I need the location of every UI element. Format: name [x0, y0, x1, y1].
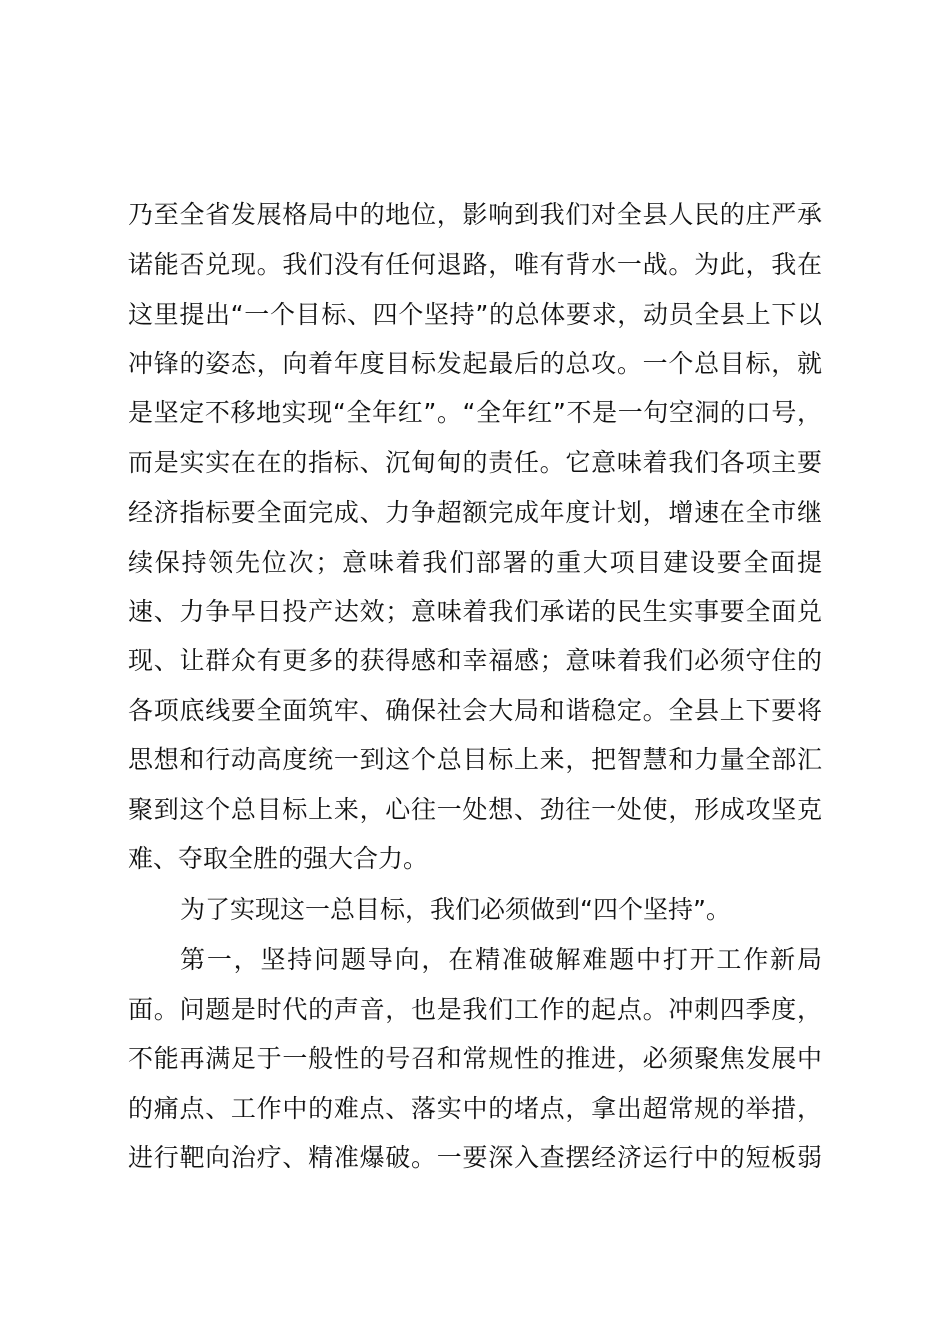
paragraph-line: 第一，坚持问题导向，在精准破解难题中打开工作新局 [180, 945, 822, 974]
text-line: 不能再满足于一般性的号召和常规性的推进，必须聚焦发展中 [128, 1044, 822, 1073]
text-line: 聚到这个总目标上来，心往一处想、劲往一处使，形成攻坚克 [128, 795, 822, 824]
text-line: 冲锋的姿态，向着年度目标发起最后的总攻。一个总目标，就 [128, 349, 822, 378]
text-line: 各项底线要全面筑牢、确保社会大局和谐稳定。全县上下要将 [128, 696, 822, 725]
text-line: 现、让群众有更多的获得感和幸福感；意味着我们必须守住的 [128, 646, 822, 675]
text-line: 是坚定不移地实现“全年红”。“全年红”不是一句空洞的口号， [128, 398, 822, 427]
text-line: 的痛点、工作中的难点、落实中的堵点，拿出超常规的举措， [128, 1094, 822, 1123]
text-line: 诺能否兑现。我们没有任何退路，唯有背水一战。为此，我在 [128, 250, 822, 279]
text-line: 速、力争早日投产达效；意味着我们承诺的民生实事要全面兑 [128, 597, 822, 626]
text-line: 进行靶向治疗、精准爆破。一要深入查摆经济运行中的短板弱 [128, 1143, 822, 1172]
text-line: 面。问题是时代的声音，也是我们工作的起点。冲刺四季度， [128, 995, 822, 1024]
text-line: 而是实实在在的指标、沉甸甸的责任。它意味着我们各项主要 [128, 448, 822, 477]
text-line: 这里提出“一个目标、四个坚持”的总体要求，动员全县上下以 [128, 300, 822, 329]
text-line: 经济指标要全面完成、力争超额完成年度计划，增速在全市继 [128, 498, 822, 527]
text-line: 难、夺取全胜的强大合力。 [128, 844, 429, 873]
text-line: 续保持领先位次；意味着我们部署的重大项目建设要全面提 [128, 548, 822, 577]
text-line: 乃至全省发展格局中的地位，影响到我们对全县人民的庄严承 [128, 200, 822, 229]
paragraph-line: 为了实现这一总目标，我们必须做到“四个坚持”。 [180, 895, 731, 924]
text-line: 思想和行动高度统一到这个总目标上来，把智慧和力量全部汇 [128, 745, 822, 774]
